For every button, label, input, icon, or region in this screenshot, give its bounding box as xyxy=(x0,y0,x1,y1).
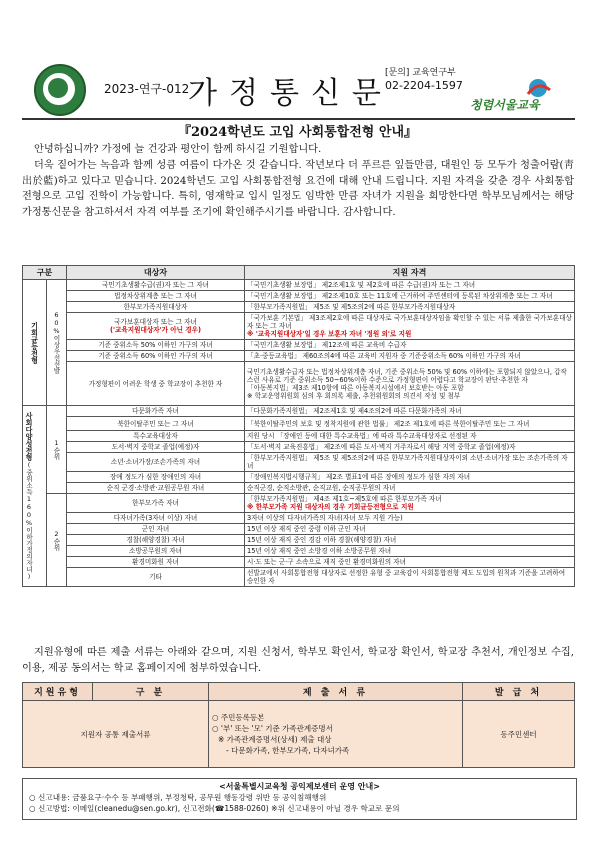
target-text: 소방공무원의 자녀 xyxy=(128,547,183,555)
criteria-text: 「초·중등교육법」 제60조의4에 따른 교육비 지원자 중 기준중위소득 60% 이하인 가구의 자녀 xyxy=(247,352,521,360)
criteria-cell xyxy=(245,417,575,431)
group-sublabel: 60%이상우선선발 xyxy=(47,280,67,406)
target-text: 특수교육대상자 xyxy=(133,432,178,440)
criteria-cell xyxy=(245,524,575,535)
criteria-text: 「국민기초생활 보장법」 제2조제10호 또는 11호에 근거하여 주민센터에 등록된 차상위계층 또는 그 자녀 xyxy=(247,292,553,300)
target-text: 법정차상위계층 또는 그 자녀 xyxy=(114,292,197,300)
target-text: 국민기초생활수급(권)자 또는 그 자녀 xyxy=(102,281,209,289)
notice-line: ○ 신고방법: 이메일(cleanedu@sen.go.kr), 신고전화(☎1588-0260) ※위 신고내용이 아닐 경우 학교로 문의 xyxy=(29,804,400,813)
criteria-cell xyxy=(245,406,575,417)
doc-item: ○ 주민등록등본 xyxy=(212,713,265,722)
doc-item: ※ 가족관계증명서(상세) 제출 대상 xyxy=(218,735,332,744)
table-header-criteria: 지원 자격 xyxy=(245,266,575,280)
target-cell xyxy=(67,546,245,557)
table-row xyxy=(23,535,575,546)
target-text: 기준 중위소득 50% 이하인 가구의 자녀 xyxy=(98,341,213,349)
doc-item: - 다문화가족, 한부모가족, 다자녀가족 xyxy=(226,746,350,755)
target-text: 순직 군경·소방관·교원공무원 자녀 xyxy=(106,484,205,492)
target-cell xyxy=(67,340,245,351)
dept-label: [문의] 교육연구부 xyxy=(385,68,456,78)
criteria-text: 순직군경, 순직소방관, 순직교원, 순직공무원의 자녀 xyxy=(247,484,396,492)
doc-item: ○ '부' 또는 '모' 기준 가족관계증명서 xyxy=(212,724,333,733)
criteria-text: 「한부모가족지원법」 제4조 제1호~제5호에 따른 한부모가족 자녀 xyxy=(247,495,442,503)
table-row xyxy=(23,302,575,313)
target-text: 도서·벽지 중학교 졸업(예정)자 xyxy=(111,443,200,451)
criteria-cell xyxy=(245,472,575,483)
criteria-note: ※ 한부모가족 지원 대상자의 경우 기회균등전형으로 지원 xyxy=(247,503,414,511)
table-row xyxy=(23,483,575,494)
group-label: 사회다양성전형 xyxy=(25,411,33,461)
table-row xyxy=(23,442,575,453)
target-cell xyxy=(67,313,245,340)
criteria-cell xyxy=(245,340,575,351)
table-row xyxy=(23,431,575,442)
target-cell xyxy=(67,280,245,291)
criteria-text: 선발교에서 사회통합전형 대상자로 선정한 유형 중 교육감이 사회통합전형 제도 도입의 원칙과 기준을 고려하여 승인한 자 xyxy=(247,569,566,585)
docs-header-issuer: 발 급 처 xyxy=(463,683,575,701)
target-note: ('교육지원대상자'가 아닌 경우) xyxy=(109,326,202,334)
criteria-text: 「국민기초생활 보장법」 제12조에 따른 교육비 수급자 xyxy=(247,341,407,349)
criteria-text: 「한부모가족지원법」 제5조 및 제5조의2에 따른 한부모가족지원대상자 xyxy=(247,303,456,311)
criteria-text: 15년 이상 재직 중인 경감 이하 경찰(해양경찰) 자녀 xyxy=(247,536,397,544)
target-cell xyxy=(67,442,245,453)
criteria-cell xyxy=(245,483,575,494)
criteria-text: 「국가보훈 기본법」 제3조제2호에 따른 대상자로 국가보훈대상자임을 확인할 수 있는 서류 제출한 국가보훈대상자 또는 그 자녀 xyxy=(247,314,572,330)
criteria-text: 「한부모가족지원법」 제5조 및 제5조의2에 따른 한부모가족지원대상자이외 소년·소녀가장 또는 조손가족의 자녀 xyxy=(247,454,568,470)
table-row xyxy=(23,513,575,524)
target-cell xyxy=(67,535,245,546)
target-text: 기타 xyxy=(149,573,162,581)
whistleblower-notice xyxy=(22,778,577,820)
docs-row-issuer: 동주민센터 xyxy=(463,701,575,768)
outro-text: 지원유형에 따른 제출 서류는 아래와 같으며, 지원 신청서, 학부모 확인서, 학교장 확인서, 학교장 추천서, 개인정보 수집, 이용, 제공 동의서는 학교 홈페이지에 첨부하였습니다. xyxy=(22,647,574,674)
table-row xyxy=(23,280,575,291)
criteria-cell xyxy=(245,513,575,524)
target-cell xyxy=(67,453,245,472)
table-row xyxy=(23,546,575,557)
criteria-cell xyxy=(245,302,575,313)
target-text: 소년·소녀가장/조손가족의 자녀 xyxy=(110,458,201,466)
criteria-text: 「북한이탈주민의 보호 및 정착지원에 관한 법률」 제2조 제1호에 따른 북한이탈주민 또는 그 자녀 xyxy=(247,419,530,428)
criteria-cell xyxy=(245,442,575,453)
docs-row-list xyxy=(209,701,463,768)
target-cell xyxy=(67,513,245,524)
target-text: 국가보훈대상자 또는 그 자녀 xyxy=(114,318,197,326)
target-cell xyxy=(67,472,245,483)
table-row xyxy=(23,417,575,431)
target-cell xyxy=(67,406,245,417)
page-title: 가정통신문 xyxy=(188,76,393,111)
criteria-cell xyxy=(245,362,575,406)
target-text: 북한이탈주민 또는 그 자녀 xyxy=(117,419,194,428)
target-cell xyxy=(67,302,245,313)
target-text: 군인 자녀 xyxy=(141,525,170,533)
doc-code: 2023-연구-012 xyxy=(104,82,190,96)
table-row xyxy=(23,340,575,351)
criteria-note: ※ '교육지원대상자'일 경우 보훈자 자녀 '정원 외'로 지원 xyxy=(247,330,412,338)
seoul-education-logo-icon xyxy=(468,76,568,114)
intro-text xyxy=(22,142,574,221)
group-sublabel: (중위소득160%이하가정의자녀) xyxy=(25,460,33,581)
target-cell xyxy=(67,362,245,406)
eligibility-table xyxy=(22,265,575,587)
target-cell xyxy=(67,568,245,587)
docs-header-division: 구 분 xyxy=(93,683,209,701)
intro-paragraph: 안녕하십니까? 가정에 늘 건강과 평안이 함께 하시길 기원합니다. xyxy=(34,144,322,155)
docs-row-type: 지원자 공통 제출서류 xyxy=(23,701,209,768)
criteria-cell xyxy=(245,280,575,291)
target-text: 다자녀가족(3자녀 이상) 자녀 xyxy=(113,514,198,522)
target-text: 한부모가족 자녀 xyxy=(132,499,179,507)
table-row xyxy=(23,568,575,587)
target-cell xyxy=(67,483,245,494)
target-text: 경찰(해양경찰) 자녀 xyxy=(126,536,185,544)
rank-label: 1순위 xyxy=(47,406,67,494)
target-cell xyxy=(67,494,245,513)
table-row xyxy=(23,313,575,340)
criteria-cell xyxy=(245,568,575,587)
header-divider xyxy=(22,118,575,120)
criteria-text: 15년 이상 재직 중인 중령 이하 군인 자녀 xyxy=(247,525,366,533)
criteria-cell xyxy=(245,313,575,340)
table-row xyxy=(23,472,575,483)
school-emblem-mark xyxy=(48,78,68,98)
criteria-text: 「장애인복지법시행규칙」 제2조 별표1에 따른 장애의 정도가 심한 자의 자녀 xyxy=(247,473,471,481)
dept-phone: 02-2204-1597 xyxy=(385,79,463,92)
group-label: 기회균등전형 xyxy=(23,280,47,406)
target-cell xyxy=(67,557,245,568)
criteria-cell xyxy=(245,557,575,568)
criteria-cell xyxy=(245,535,575,546)
criteria-text: 「도서·벽지 교육진흥법」 제2조에 따른 도서·벽지 거주자로서 해당 지역 중학교 졸업(예정)자 xyxy=(247,443,516,451)
documents-table xyxy=(22,682,575,768)
table-row xyxy=(23,291,575,302)
criteria-text: 15년 이상 재직 중인 소방경 이하 소방공무원 자녀 xyxy=(247,547,392,555)
table-row xyxy=(23,362,575,406)
criteria-cell xyxy=(245,494,575,513)
target-text: 장애 정도가 심한 장애인의 자녀 xyxy=(109,473,202,481)
target-cell xyxy=(67,291,245,302)
table-row xyxy=(23,524,575,535)
target-cell xyxy=(67,431,245,442)
rank-label: 2순위 xyxy=(47,494,67,587)
target-text: 다문화가족 자녀 xyxy=(132,407,179,415)
target-cell xyxy=(67,524,245,535)
target-cell xyxy=(67,417,245,431)
target-text: 기준 중위소득 60% 이하인 가구의 자녀 xyxy=(98,352,213,360)
target-text: 환경미화원 자녀 xyxy=(132,558,179,566)
criteria-cell xyxy=(245,291,575,302)
criteria-cell xyxy=(245,453,575,472)
table-row xyxy=(23,406,575,417)
target-text: 한부모가족지원대상자 xyxy=(123,303,188,311)
criteria-cell xyxy=(245,351,575,362)
table-header-category: 구분 xyxy=(23,266,67,280)
table-row xyxy=(23,557,575,568)
criteria-text: 「다문화가족지원법」 제2조제1호 및 제4조의2에 따른 다문화가족의 자녀 xyxy=(247,407,462,415)
docs-header-documents: 제 출 서 류 xyxy=(209,683,463,701)
subtitle: 『2024학년도 고입 사회통합전형 안내』 xyxy=(177,125,417,140)
criteria-text: 지원 당시 「장애인 등에 대한 특수교육법」에 따라 특수교육대상자로 선정된 자 xyxy=(247,432,477,440)
notice-line: ○ 신고내용: 금품요구·수수 등 부패행위, 부정청탁, 공무원 행동강령 위반 등 공익침해행위 xyxy=(29,793,327,802)
logo-text: 청렴서울교육 xyxy=(470,98,540,112)
criteria-text: 시·도 또는 군·구 소속으로 재직 중인 환경미화원의 자녀 xyxy=(247,558,406,566)
group-label-cell xyxy=(23,406,47,587)
table-row xyxy=(23,494,575,513)
intro-paragraph: 더욱 짙어가는 녹음과 함께 성큼 여름이 다가온 것 같습니다. 작년보다 더 푸르른 잎들만큼, 대원인 등 모두가 청출어람(靑出於藍)하고 있다고 믿습니다. 2024학년도 고입 사회통합전형 요건에 대해 안내 드립니다. 지원 자격을 갖춘 경우 사회통합전형으로 고입 진학이 가능합니다. 특히, 영재학교 입시 일정도 임박한 만큼 자녀가 지원을 희망한다면 학부모님께서는 해당 가정통신문을 참고하셔서 자격 여부를 조기에 확인해주시기를 바랍니다. 감사합니다. xyxy=(22,159,574,219)
criteria-text: 국민기초생활수급자 또는 법정차상위계층 자녀, 기준 중위소득 50% 및 60% 이하에는 포함되지 않았으나, 갑작스런 사유로 기준 중위소득 50~60%이하 수준으로 가정형편이 어렵다고 학교장이 판단·추천한 자 「아동복지법」제3조 제10항에 따른 아동복지시설에서 보호받는 아동 포함 ※ 학교운영위원회 심의 후 회의록 제출, 추천위원회의 의견서 작성 및 첨부 xyxy=(247,367,567,400)
target-cell xyxy=(67,351,245,362)
target-text: 가정형편이 어려운 학생 중 학교장이 추천한 자 xyxy=(88,379,223,388)
docs-header-type: 지원유형 xyxy=(23,683,93,701)
table-header-target: 대상자 xyxy=(67,266,245,280)
criteria-cell xyxy=(245,431,575,442)
notice-title: <서울특별시교육청 공익제보센터 운영 안내> xyxy=(219,782,380,791)
criteria-cell xyxy=(245,546,575,557)
criteria-text: 3자녀 이상의 다자녀가족의 자녀(자녀 모두 지원 가능) xyxy=(247,514,403,522)
table-row xyxy=(23,453,575,472)
table-row xyxy=(23,351,575,362)
criteria-text: 「국민기초생활 보장법」 제2조제1호 및 제2호에 따른 수급(권)자 또는 그 자녀 xyxy=(247,281,476,289)
